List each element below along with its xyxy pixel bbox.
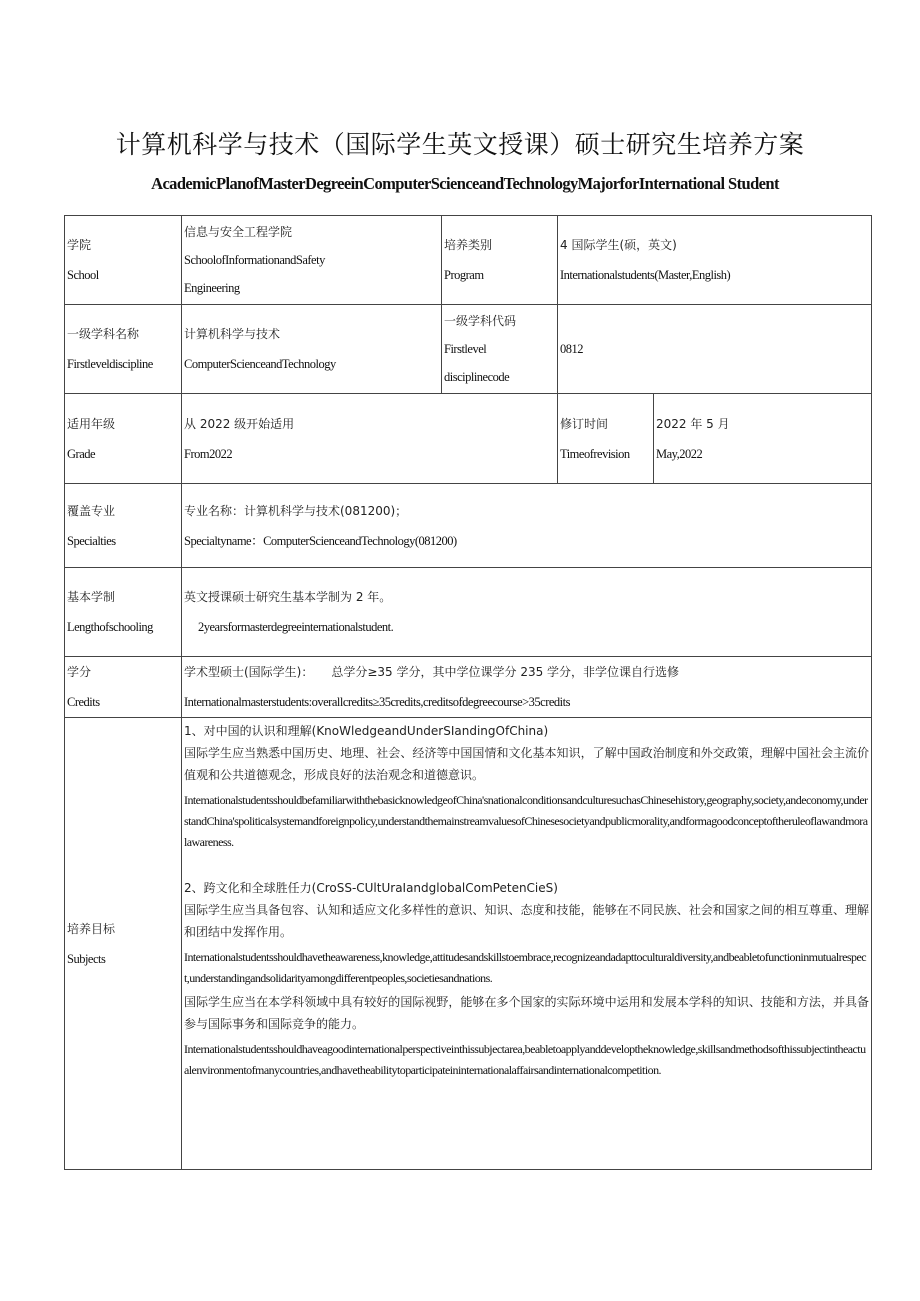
subjects-heading-2: 2、跨文化和全球胜任力(CroSS-CUltUraIandglobalComPetenCieS) (184, 881, 558, 895)
program-value (558, 216, 872, 305)
schooling-label-en: Lengthofschooling (67, 620, 153, 634)
school-value-en-1: SchoolofInformationandSafety (184, 253, 325, 267)
specialties-label-cn: 覆盖专业 (67, 503, 116, 518)
specialties-value-en: Specialtyname：ComputerScienceandTechnology(081200) (184, 533, 457, 548)
discipline-code-value: 0812 (558, 305, 872, 394)
subjects-para-3-cn: 国际学生应当在本学科领域中具有较好的国际视野，能够在多个国家的实际环境中运用和发展本学科的知识、技能和方法，并具备参与国际事务和国际竞争的能力。 (184, 995, 870, 1031)
discipline-label (65, 305, 182, 394)
revision-label-en: Timeofrevision (560, 446, 630, 461)
school-value-en-2: Engineering (184, 281, 240, 295)
school-value (182, 216, 442, 305)
grade-value-cn: 从 2022 级开始适用 (184, 416, 295, 431)
subjects-para-1-en: IntemationalstudentsshouldbefamiliarwiththebasicknowledgeofChina'snationalconditionsandculturesuchasChinesehistory,geography,society,andeconomy,understandChina'spoliticalsystemandforeignpolicy,understandthemainstreamvaluesofChinesesocietyandpublicmorality,andformagoodconceptoftheruleoflawandmoralawareness. (184, 793, 868, 849)
program-value-cn: 4 国际学生(硕，英文) (560, 238, 677, 252)
revision-label (558, 394, 654, 484)
discipline-code-label-en-1: Firstlevel (444, 342, 487, 356)
subjects-value (182, 718, 872, 1170)
revision-value (654, 394, 872, 484)
subjects-para-2-en: Internationalstudentsshouldhavetheawareness,knowledge,attitudesandskillstoembrace,recognizeandadapttoculturaldiversity,andbeabletofunctioninmutualrespect,understandingandsolidarityamongdifferentpeoples,societiesandnations. (184, 950, 867, 985)
schooling-label (65, 568, 182, 657)
schooling-value-en: 2yearsformasterdegreeinternationalstudent. (198, 620, 394, 634)
discipline-code-label-cn: 一级学科代码 (444, 314, 517, 328)
grade-label-en: Grade (67, 446, 96, 461)
program-label-cn: 培养类别 (444, 238, 493, 252)
specialties-value (182, 484, 872, 568)
subjects-para-1-cn: 国际学生应当熟悉中国历史、地理、社会、经济等中国国情和文化基本知识，了解中国政治制度和外交政策，理解中国社会主流价值观和公共道德观念，形成良好的法治观念和道德意识。 (184, 746, 870, 782)
subjects-label-en: Subjects (67, 951, 106, 966)
program-value-en: Internationalstudents(Master,English) (560, 268, 731, 282)
discipline-label-en: Firstleveldiscipline (67, 357, 153, 371)
discipline-value-en: ComputerScienceandTechnology (184, 357, 336, 371)
subjects-para-2-cn: 国际学生应当具备包容、认知和适应文化多样性的意识、知识、态度和技能，能够在不同民族、社会和国家之间的相互尊重、理解和团结中发挥作用。 (184, 903, 870, 939)
credits-value (182, 657, 872, 718)
subjects-heading-1: 1、对中国的认识和理解(KnoWledgeandUnderSIandingOfChina) (184, 724, 549, 738)
grade-value (182, 394, 558, 484)
program-label (442, 216, 558, 305)
school-label (65, 216, 182, 305)
school-value-cn: 信息与安全工程学院 (184, 225, 293, 239)
school-label-cn: 学院 (67, 238, 92, 252)
credits-row (65, 657, 872, 718)
schooling-label-cn: 基本学制 (67, 590, 116, 604)
schooling-value-cn: 英文授课硕士研究生基本学制为 2 年。 (184, 590, 392, 604)
plan-table (64, 215, 872, 1170)
program-label-en: Program (444, 268, 484, 282)
discipline-row (65, 305, 872, 394)
subjects-para-3-en: Internationalstudentsshouldhaveagoodinternationalperspectiveinthissubjectarea,beabletoapplyanddeveloptheknowledge,skillsandmethodsofthissubjectintheactualenvironmentofmanycountries,andhavetheabilitytoparticipateininternationalaffairsandinternationalcompetition. (184, 1042, 866, 1077)
revision-label-cn: 修订时间 (560, 416, 609, 431)
specialties-label (65, 484, 182, 568)
school-label-en: School (67, 268, 99, 282)
schooling-row (65, 568, 872, 657)
page-subtitle: AcademicPlanofMasterDegreeinComputerScienceandTechnologyMajorforInternational Student (151, 174, 779, 193)
credits-label-cn: 学分 (67, 665, 92, 679)
credits-label (65, 657, 182, 718)
discipline-code-label (442, 305, 558, 394)
subjects-label-cn: 培养目标 (67, 921, 116, 936)
discipline-code-label-en-2: disciplinecode (444, 370, 510, 384)
specialties-row (65, 484, 872, 568)
discipline-label-cn: 一级学科名称 (67, 327, 140, 341)
spacer (184, 855, 869, 877)
revision-value-en: May,2022 (656, 446, 703, 461)
page-title: 计算机科学与技术（国际学生英文授课）硕士研究生培养方案 (115, 130, 805, 159)
school-row (65, 216, 872, 305)
credits-label-en: Credits (67, 695, 100, 709)
discipline-value (182, 305, 442, 394)
grade-label-cn: 适用年级 (67, 416, 116, 431)
specialties-value-cn: 专业名称：计算机科学与技术(081200)； (184, 503, 408, 518)
grade-row (65, 394, 872, 484)
schooling-value (182, 568, 872, 657)
revision-value-cn: 2022 年 5 月 (656, 416, 730, 431)
specialties-label-en: Specialties (67, 533, 116, 548)
discipline-value-cn: 计算机科学与技术 (184, 327, 281, 341)
credits-value-en: Internationalmasterstudents:overallcredits≥35credits,creditsofdegreecourse>35credits (184, 695, 570, 709)
grade-label (65, 394, 182, 484)
grade-value-en: From2022 (184, 446, 233, 461)
subjects-label (65, 718, 182, 1170)
credits-value-cn: 学术型硕士(国际学生)： 总学分≥35 学分，其中学位课学分 235 学分，非学位课自行选修 (184, 665, 680, 679)
subjects-row (65, 718, 872, 1170)
